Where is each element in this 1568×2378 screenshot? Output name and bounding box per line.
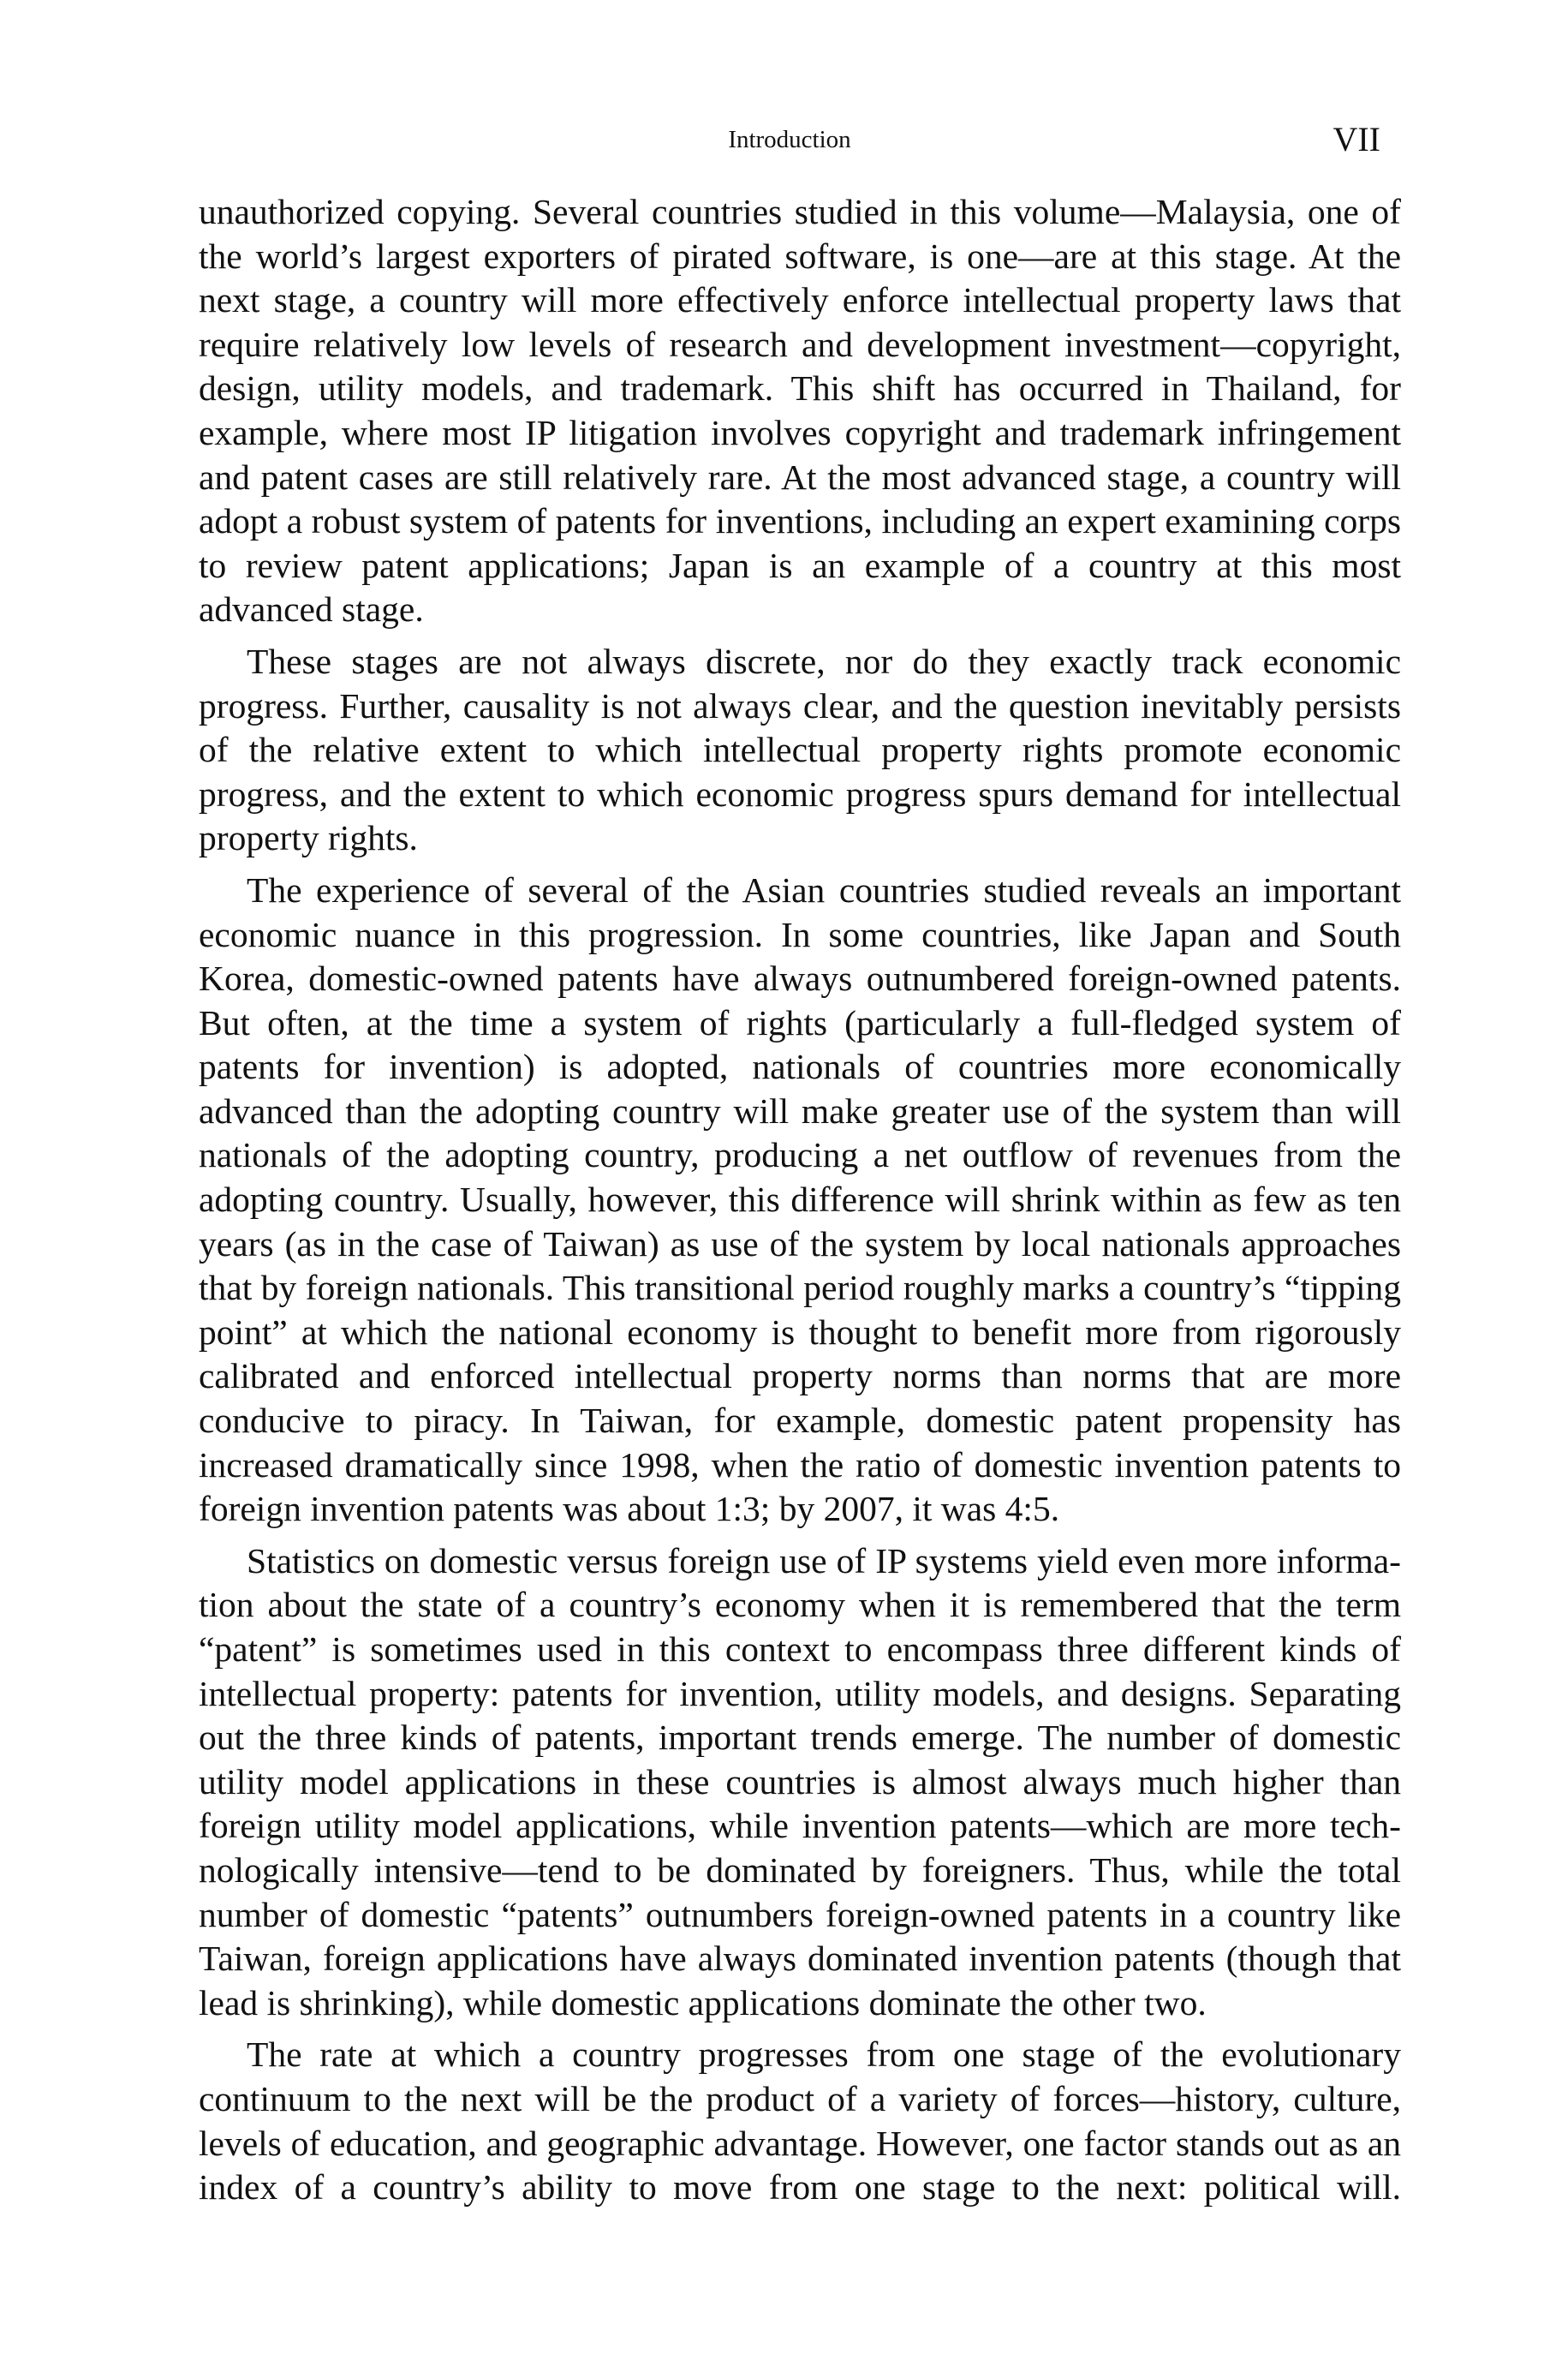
body-text [199, 190, 1401, 2218]
paragraph-1: unauthorized copying. Several countries studied in this volume—Malaysia, one of the world’s largest exporters of pirated software, is one—are at this stage. At the next stage, a country will more effectively enforce intellectual property laws that require relatively low levels of research and development investment—copyright, design, utility models, and trademark. This shift has occurred in Thailand, for example, where most IP litigation involves copyright and trademark infringement and patent cases are still relatively rare. At the most advanced stage, a country will adopt a robust system of patents for inventions, including an expert examining corps to review patent applications; Japan is an example of a country at this most advanced stage. [199, 192, 1401, 630]
running-header [199, 118, 1380, 161]
paragraph-2: These stages are not always discrete, nor do they exactly track economic progress. Further, causality is not always clear, and the question inevitably persists of the relative extent to which intellectual property rights promote economic progress, and the extent to which economic progress spurs demand for intellectual property rights. [199, 641, 1401, 858]
page-number: VII [1333, 120, 1380, 158]
paragraph-3: The experience of several of the Asian countries studied reveals an important economic nuance in this progression. In some countries, like Japan and South Korea, domestic-owned patents have always outnumbered foreign-owned patents. But often, at the time a system of rights (particularly a full-fledged system of patents for invention) is adopted, nationals of countries more economically advanced than the adopting country will make greater use of the system than will nationals of the adopting country, producing a net outflow of revenues from the adopting country. Usually, however, this difference will shrink within as few as ten years (as in the case of Taiwan) as use of the system by local nationals approaches that by foreign nationals. This transitional period roughly marks a country’s “tipping point” at which the national economy is thought to benefit more from rigorously calibrated and enforced intellectual property norms than norms that are more conducive to piracy. In Taiwan, for example, domestic patent propensity has increased dramatically since 1998, when the ratio of domestic invention patents to foreign invention patents was about 1:3; by 2007, it was 4:5. [199, 869, 1401, 1529]
paragraph-5: The rate at which a country progresses from one stage of the evolutionary continuum to the next will be the product of a variety of forces—history, culture, levels of education, and geographic advantage. However, one factor stands out as an index of a country’s ability to move from one stage to the next: political will. [199, 2034, 1401, 2208]
paragraph-4: Statistics on domestic versus foreign use of IP systems yield even more information about the state of a country’s economy when it is remembered that the term “patent” is sometimes used in this context to encompass three different kinds of intellectual property: patents for invention, utility models, and designs. Separating out the three kinds of patents, important trends emerge. The number of domestic utility model applications in these countries is almost always much higher than foreign utility model applications, while invention patents—which are more technologically intensive—tend to be dominated by foreigners. Thus, while the total number of domestic “patents” outnumbers foreign-owned patents in a country like Taiwan, foreign applications have always dominated invention patents (though that lead is shrinking), while domestic applications dominate the other two. [199, 1540, 1401, 2022]
running-title: Introduction [728, 126, 851, 153]
